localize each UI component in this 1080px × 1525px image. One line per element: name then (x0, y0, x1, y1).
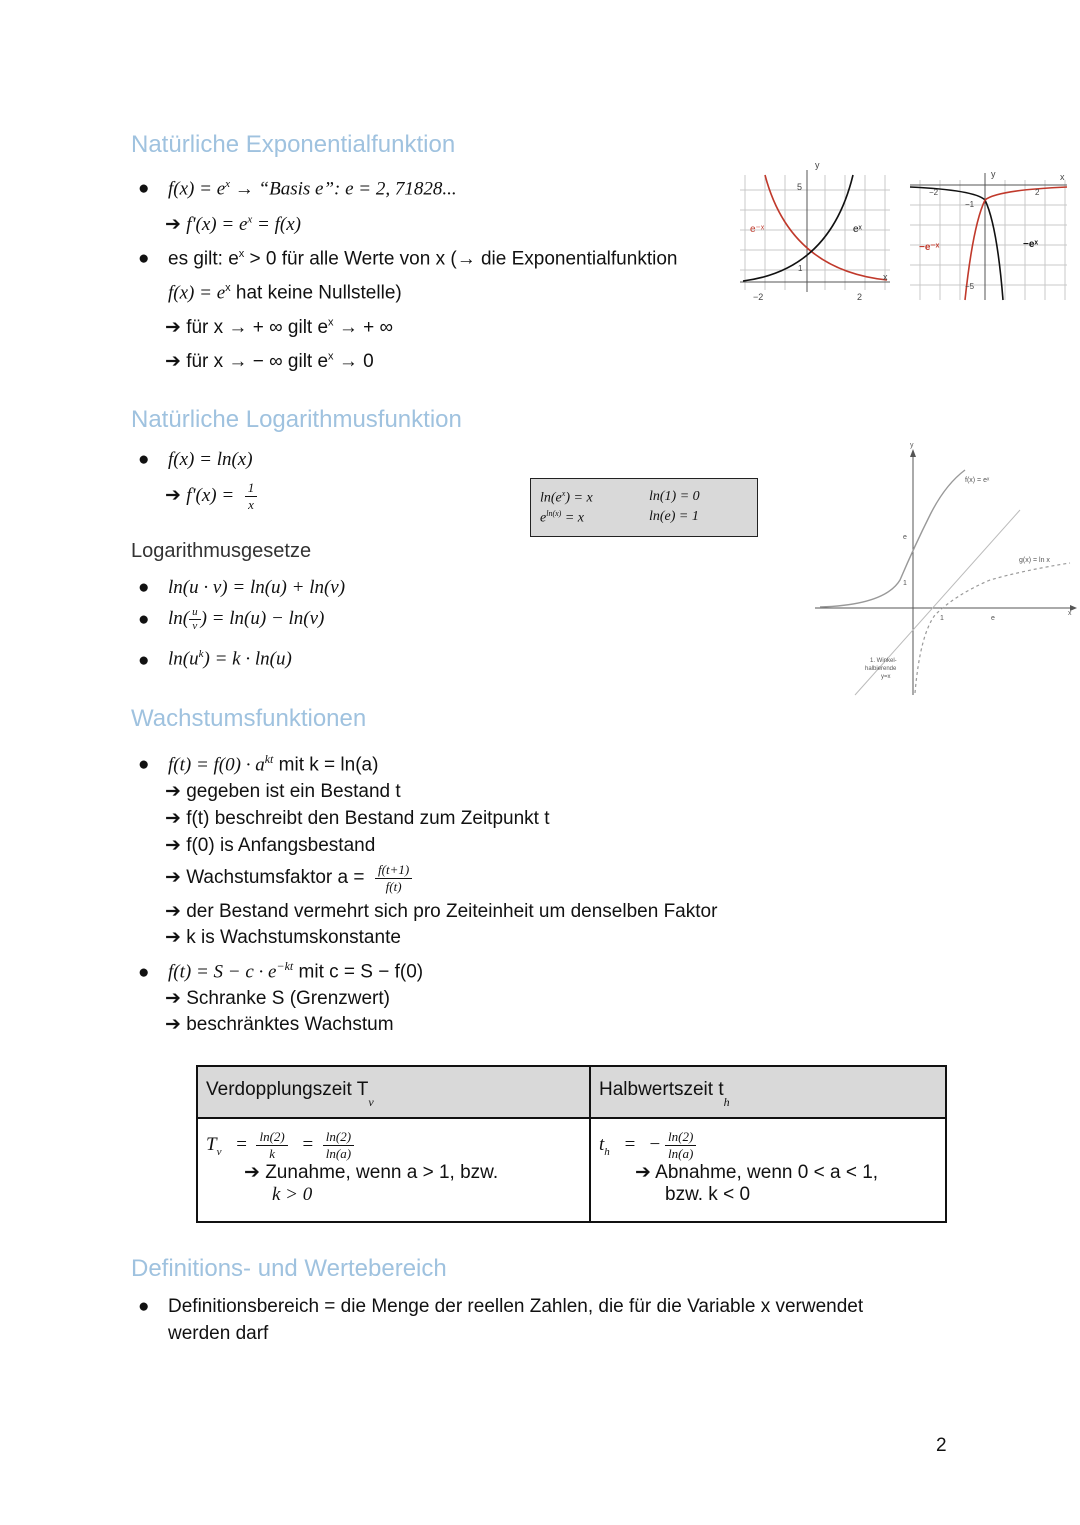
graph-neg-exp-functions (905, 165, 1070, 305)
doubling-halving-table (196, 1065, 947, 1223)
growth-formula: $f(t) = f(0) \cdot a^{kt}$ mit k = ln(a) (168, 752, 379, 776)
bullet: ● (138, 609, 150, 630)
log-derivative: ➔ f'(x) = $\frac{1}{x}$ (165, 480, 257, 512)
bullet: ● (138, 449, 150, 470)
exp-no-zero: $f(x) = e^x$ hat keine Nullstelle) (168, 282, 402, 304)
svg-text:1: 1 (940, 615, 944, 622)
svg-text:−2: −2 (753, 292, 764, 300)
bullet: ● (138, 178, 150, 199)
bullet: ● (138, 248, 150, 269)
svg-text:y=x: y=x (881, 674, 891, 680)
svg-text:−2: −2 (929, 188, 939, 197)
log-identities-box: $\ln(e^x) = x$ $e^{ln(x)} = x$ ln(1) = 0 ln(e) = 1 (530, 478, 758, 537)
bullet: ● (138, 577, 150, 598)
svg-text:halbierende: halbierende (865, 666, 897, 672)
growth-note: ➔ f(0) is Anfangsbestand (165, 835, 376, 856)
growth-note: ➔ der Bestand vermehrt sich pro Zeiteinheit um denselben Faktor (165, 901, 718, 922)
heading-exponential: Natürliche Exponentialfunktion (131, 131, 456, 158)
log-law-quotient: ln( $\frac{u}{v}$ ) = ln(u) − ln(v) (168, 606, 325, 633)
svg-text:x: x (1060, 172, 1065, 182)
log-law-power: $\ln(u^k) = k \cdot \ln(u)$ (168, 648, 292, 670)
bounded-growth-formula: $f(t) = S - c \cdot e^{-kt}$ mit c = S − f(0) (168, 959, 424, 983)
heading-log-laws: Logarithmusgesetze (131, 540, 312, 562)
svg-text:1: 1 (798, 264, 803, 273)
growth-note: ➔ f(t) beschreibt den Bestand zum Zeitpunkt t (165, 808, 550, 829)
label-gx: g(x) = ln x (1019, 557, 1050, 564)
growth-factor: ➔ Wachstumsfaktor a = $\frac{f(t+1)}{f(t)}$ (165, 862, 412, 894)
svg-text:5: 5 (797, 182, 803, 192)
bullet: ● (138, 962, 150, 983)
svg-text:2: 2 (857, 292, 863, 300)
exp-definition: $f(x) = e^x$ → “Basis e”: e = 2, 71828... (168, 178, 457, 200)
exp-limit-minus: ➔ für x → − ∞ gilt $e^x \to 0$ (165, 350, 374, 372)
svg-text:e: e (991, 615, 995, 622)
svg-text:y: y (991, 169, 996, 179)
svg-text:y: y (815, 160, 820, 170)
domain-definition-cont: werden darf (168, 1323, 269, 1344)
svg-text:−5: −5 (965, 282, 975, 291)
log-law-product: ln(u · v) = ln(u) + ln(v) (168, 577, 346, 598)
growth-note: ➔ k is Wachstumskonstante (165, 927, 401, 948)
bullet: ● (138, 1296, 150, 1317)
label-e-x: eˣ (853, 224, 862, 235)
cell-doubling-formula: $T_v$ = $\frac{\ln(2)}{k}$ = $\frac{\ln(2)}{\ln(a)}$ ➔ Zunahme, wenn a > 1, bzw. k > 0 (197, 1118, 590, 1222)
label-fx: f(x) = eˣ (965, 477, 990, 484)
exp-derivative: ➔ $f'(x) = e^x = f(x)$ (165, 213, 301, 235)
bullet: ● (138, 650, 150, 671)
svg-text:1. Winkel-: 1. Winkel- (870, 658, 897, 664)
svg-text:1: 1 (903, 580, 907, 587)
growth-note: ➔ beschränktes Wachstum (165, 1014, 394, 1035)
heading-logarithm: Natürliche Logarithmusfunktion (131, 406, 462, 433)
header-half-life: Halbwertszeit $t_h$ (590, 1066, 946, 1118)
label-e-minus-x: e⁻ˣ (750, 224, 765, 235)
page-number: 2 (936, 1435, 947, 1456)
domain-definition: Definitionsbereich = die Menge der reellen Zahlen, die für die Variable x verwendet (168, 1296, 864, 1317)
svg-text:e: e (903, 534, 907, 541)
svg-text:x: x (883, 272, 888, 282)
svg-text:2: 2 (1035, 188, 1040, 197)
svg-text:x: x (1068, 610, 1072, 617)
label-neg-e-minus-x: −e⁻ˣ (919, 242, 940, 253)
header-doubling-time: Verdopplungszeit $T_v$ (197, 1066, 590, 1118)
label-neg-e-x: −eˣ (1023, 239, 1039, 250)
heading-growth: Wachstumsfunktionen (131, 705, 367, 732)
exp-positive: es gilt: $e^x > 0$ für alle Werte von x (→ die Exponentialfunktion (168, 248, 678, 270)
heading-domain: Definitions- und Wertebereich (131, 1255, 447, 1282)
cell-half-life-formula: $t_h$ = − $\frac{\ln(2)}{\ln(a)}$ ➔ Abnahme, wenn 0 < a < 1, bzw. k < 0 (590, 1118, 946, 1222)
svg-text:−1: −1 (965, 200, 975, 209)
graph-exp-log (815, 435, 1077, 700)
exp-limit-plus: ➔ für x → + ∞ gilt $e^x$ → + ∞ (165, 316, 394, 338)
svg-text:y: y (910, 442, 914, 449)
graph-exp-functions (735, 160, 893, 300)
growth-note: ➔ gegeben ist ein Bestand t (165, 781, 401, 802)
growth-note: ➔ Schranke S (Grenzwert) (165, 988, 390, 1009)
log-definition: f(x) = ln(x) (168, 449, 253, 470)
bullet: ● (138, 754, 150, 775)
